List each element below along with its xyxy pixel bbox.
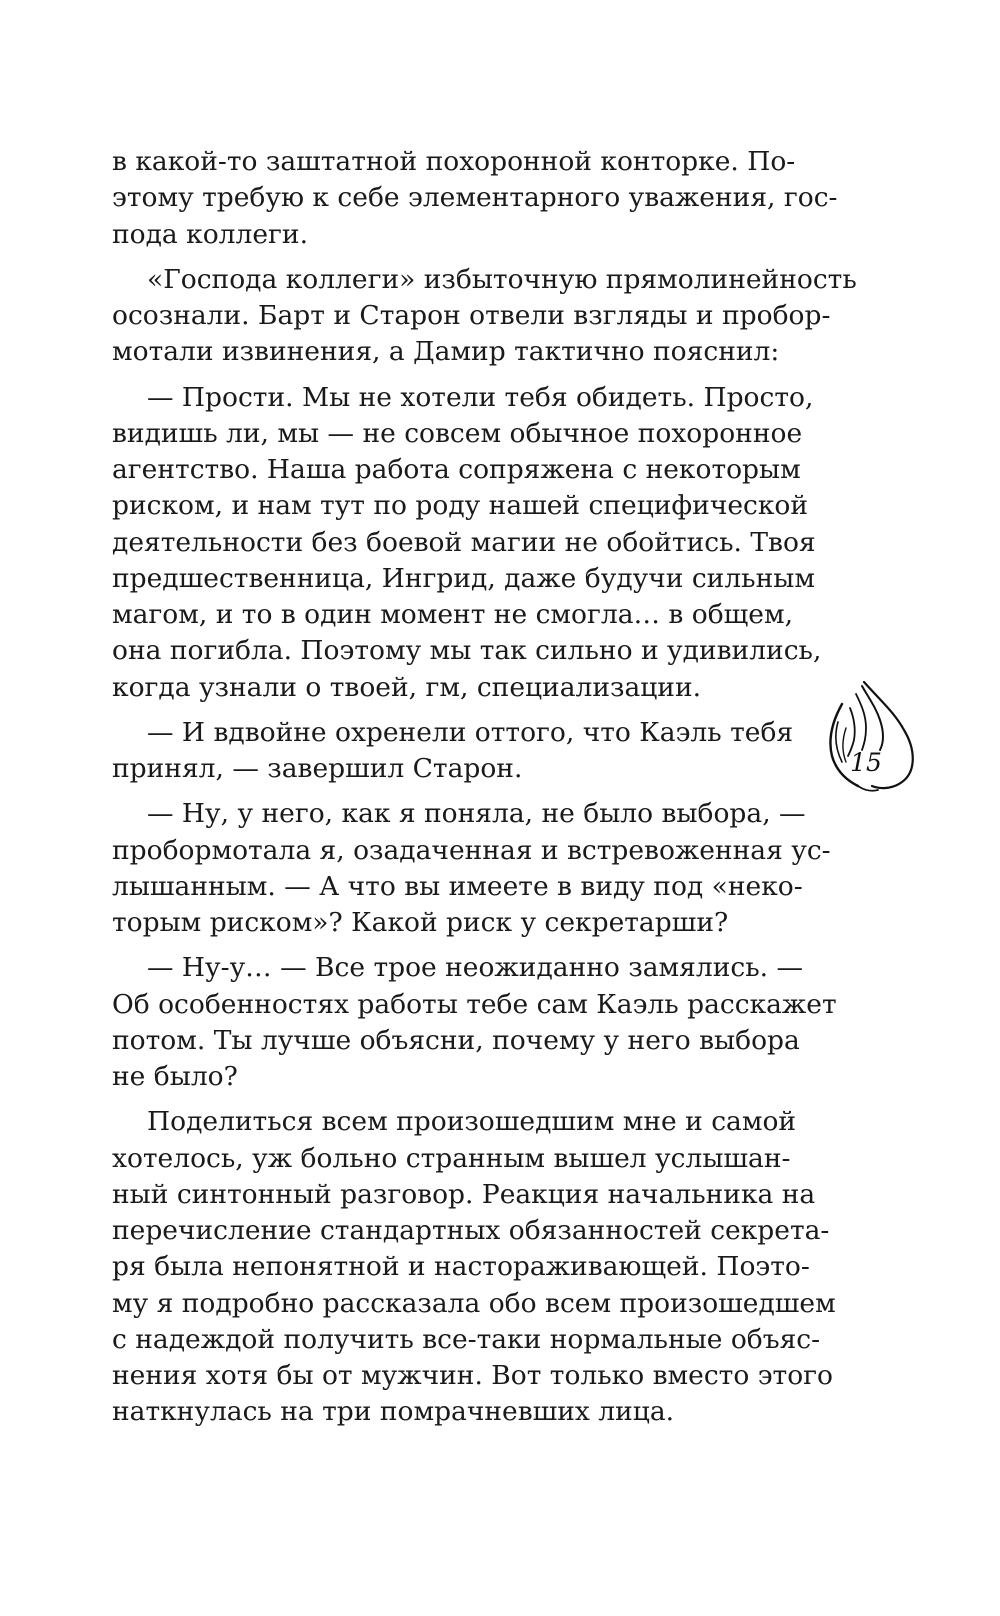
text-line: когда узнали о твоей, гм, специализации.: [112, 671, 702, 703]
text-line: — Ну-у… — Все трое неожиданно замялись. —: [147, 952, 803, 984]
text-line: лышанным. — А что вы имеете в виду под «неко-: [112, 870, 803, 902]
text-line: видишь ли, мы — не совсем обычное похоронное: [112, 417, 803, 449]
flame-icon: [824, 678, 920, 796]
text-line: — Прости. Мы не хотели тебя обидеть. Просто,: [147, 381, 814, 413]
text-line: деятельности без боевой магии не обойтись. Твоя: [112, 526, 816, 558]
text-line: ный синтонный разговор. Реакция начальника на: [112, 1178, 816, 1210]
text-line: хотелось, уж больно странным вышел услышан-: [112, 1142, 791, 1174]
text-line: мотали извинения, а Дамир тактично пояснил:: [112, 336, 780, 368]
page-number: 15: [850, 748, 882, 777]
text-line: му я подробно рассказала обо всем произошедшем: [112, 1287, 836, 1319]
text-line: осознали. Барт и Старон отвели взгляды и пробор-: [112, 300, 831, 331]
text-line: пробормотала я, озадаченная и встревоженная ус-: [112, 834, 831, 866]
text-line: — Ну, у него, как я поняла, не было выбора, —: [147, 798, 806, 830]
text-line: не было?: [112, 1061, 238, 1092]
text-line: перечисление стандартных обязанностей секрета-: [112, 1215, 830, 1246]
text-line: принял, — завершил Старон.: [112, 753, 523, 784]
text-line: этому требую к себе элементарного уважения, гос-: [112, 182, 838, 214]
text-line: магом, и то в один момент не смогла… в общем,: [112, 599, 794, 630]
text-line: «Господа коллеги» избыточную прямолинейность: [147, 263, 857, 295]
text-line: предшественница, Ингрид, даже будучи сильным: [112, 562, 815, 594]
text-line: нения хотя бы от мужчин. Вот только вместо этого: [112, 1360, 834, 1391]
text-line: торым риском»? Какой риск у секретарши?: [112, 907, 729, 938]
text-line: Поделиться всем произошедшим мне и самой: [147, 1106, 797, 1138]
text-line: риском, и нам тут по роду нашей специфической: [112, 490, 809, 522]
text-line: наткнулась на три помрачневших лица.: [112, 1396, 675, 1428]
body-text: [112, 144, 857, 1431]
text-line: потом. Ты лучше объясни, почему у него выбора: [112, 1024, 800, 1056]
text-line: — И вдвойне охренели оттого, что Каэль тебя: [147, 716, 794, 748]
text-line: в какой-то заштатной похоронной конторке. По-: [112, 146, 796, 177]
text-line: с надеждой получить все-таки нормальные объяс-: [112, 1323, 821, 1355]
text-line: Об особенностях работы тебе сам Каэль расскажет: [112, 988, 837, 1020]
text-line: ря была непонятной и настораживающей. Поэто-: [112, 1251, 810, 1283]
text-line: агентство. Наша работа сопряжена с некоторым: [112, 454, 801, 485]
text-line: пода коллеги.: [112, 218, 308, 250]
text-line: она погибла. Поэтому мы так сильно и удивились,: [112, 635, 822, 667]
